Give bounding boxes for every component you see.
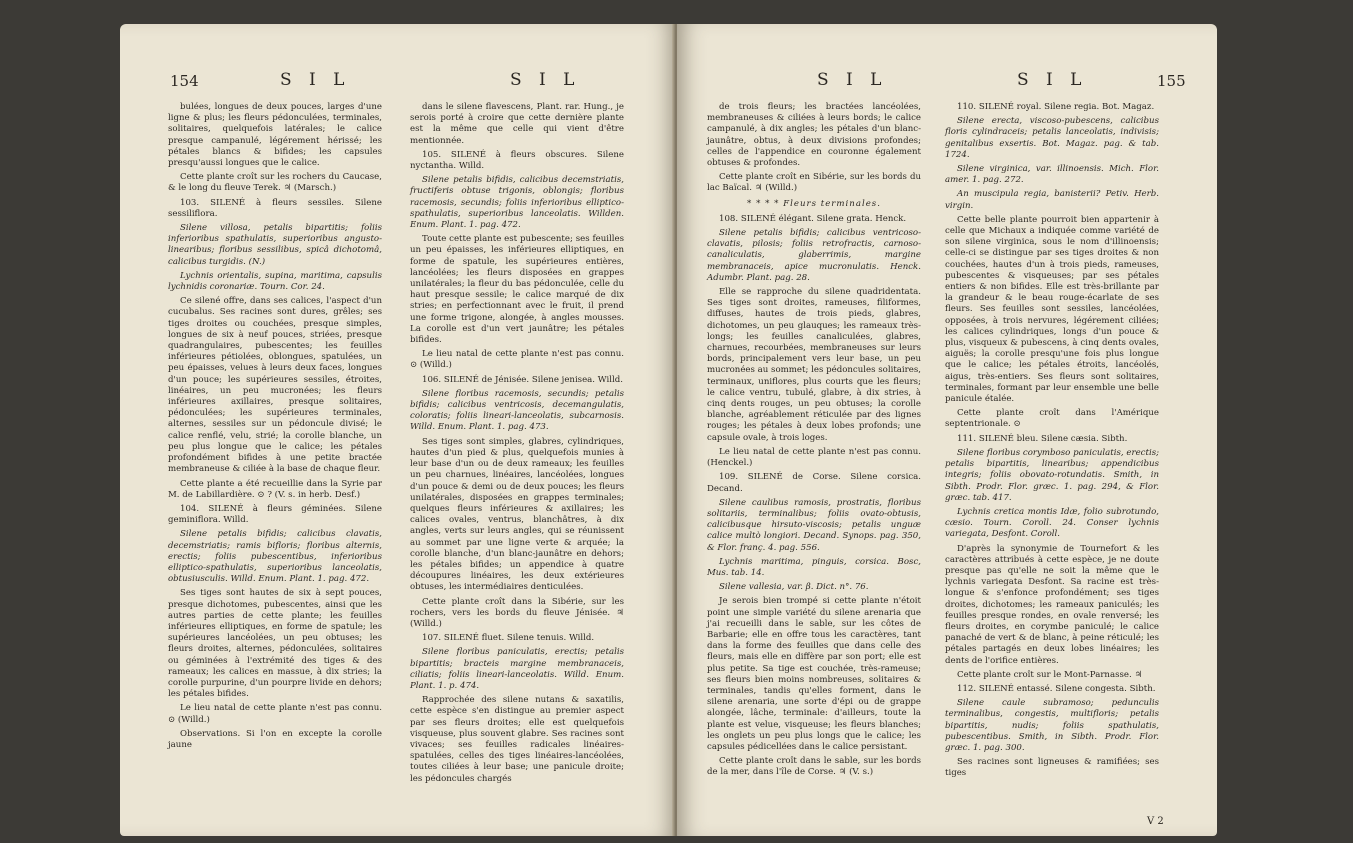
paragraph: Silene petalis bifidis; calicibus clavatis, decemstriatis; ramis bifloris; floribus alternis, erectis; foliis pubescentibus, inferioribus elliptico-spathulatis, superioribus lanceolatis, obtusiusculis. Willd. Enum. Plant. 1. pag. 472.: [168, 529, 382, 585]
paragraph: Lychnis orientalis, supina, maritima, capsulis lychnidis coronariæ. Tourn. Cor. 24.: [168, 270, 382, 293]
paragraph: Observations. Si l'on en excepte la corolle jaune: [168, 728, 382, 750]
right-page: [677, 24, 1217, 836]
paragraph: 105. SILENÉ à fleurs obscures. Silene nyctantha. Willd.: [410, 149, 624, 172]
signature-mark: V 2: [1147, 816, 1164, 827]
paragraph: Silene floribus racemosis, secundis; petalis bifidis; calicibus ventricosis, decemangulatis, coloratis; foliis lineari-lanceolatis, subcarnosis. Willd. Enum. Plant. 1. pag. 473.: [410, 388, 624, 433]
paragraph: de trois fleurs; les bractées lancéolées, membraneuses & ciliées à leurs bords; le calice campanulé, à dix angles; les pétales d'un blanc-jaunâtre, obtus, à deux divisions profondes; celles de l'appendice en couronne également obtuses & profondes.: [707, 102, 921, 169]
paragraph: Silene floribus corymboso paniculatis, erectis; petalis bipartitis, linearibus; appendicibus integris; foliis obovato-rotundatis. Smith, in Sibth. Prodr. Flor. græc. 1. pag. 294, & Flor. græc. tab. 417.: [945, 447, 1159, 503]
paragraph: Rapprochée des silene nutans & saxatilis, cette espèce s'en distingue au premier aspect par ses fleurs droites; elle est quelquefois visqueuse, plus souvent glabre. Ses racines sont vivaces; ses feuilles radicales linéaires-spatulées, celles des tiges linéaires-lancéolées, toutes ciliées à leur base; une panicule droite; les pédoncules chargés: [410, 695, 624, 784]
paragraph: dans le silene flavescens, Plant. rar. Hung., je serois porté à croire que cette dernière plante est la même que celle qui vient d'être mentionnée.: [410, 102, 624, 146]
paragraph: Silene floribus paniculatis, erectis; petalis bipartitis; bracteis margine membranaceis, ciliatis; foliis lineari-lanceolatis. Willd. Enum. Plant. 1. p. 474.: [410, 647, 624, 691]
paragraph: 110. SILENÉ royal. Silene regia. Bot. Magaz.: [957, 102, 1155, 112]
page-number-right: 155: [1157, 72, 1186, 90]
paragraph: Toute cette plante est pubescente; ses feuilles un peu épaisses, les inférieures elliptiques, en forme de spatule, les supérieures entières, lancéolées; les fleurs disposées en grappes unilatérales; la fleur du bas pédonculée, celle du haut presque sessile; le calice marqué de dix stries; en perfectionnant avec le fruit, il prend une forme trigone, alongée, à angles mousses. La corolle est d'un vert jaunâtre; les pétales bifides.: [410, 234, 624, 346]
paragraph: Silene erecta, viscoso-pubescens, calicibus floris cylindraceis; petalis lanceolatis, indivisis; genitalibus exsertis. Bot. Magaz. pag. & tab. 1724.: [945, 116, 1159, 160]
paragraph: Le lieu natal de cette plante n'est pas connu. ⊙ (Willd.): [410, 349, 624, 371]
left-column-2: [410, 102, 624, 788]
paragraph: Cette plante croît sur les rochers du Caucase, & le long du fleuve Terek. ♃ (Marsch.): [168, 172, 382, 194]
paragraph: Lychnis cretica montis Idæ, folio subrotundo, cæsio. Tourn. Coroll. 24. Conser lychnis variegata, Desfont. Coroll.: [945, 506, 1159, 540]
running-head-right: S I L: [817, 70, 888, 90]
paragraph: Silene caule subramoso; pedunculis terminalibus, congestis, multifloris; petalis bipartitis, nudis; foliis spathulatis, pubescentibus. Smith, in Sibth. Prodr. Flor. græc. 1. pag. 300.: [945, 698, 1159, 753]
paragraph: Silene vallesia, var. β. Dict. n°. 76.: [719, 582, 869, 593]
paragraph: 104. SILENÉ à fleurs géminées. Silene geminiflora. Willd.: [168, 503, 382, 526]
paragraph: D'après la synonymie de Tournefort & les caractères attribués à cette espèce, je ne doute presque pas qu'elle ne soit la même que le lychnis variegata Desfont. Sa racine est très-longue & s'enfonce profondément; ses tiges droites, dichotomes; les rameaux paniculés; les feuilles presque rondes, en ovale renversé; les fleurs droites, en corymbe paniculé; le calice panaché de vert & de blanc, à peine réticulé; les pétales partagés en deux lobes linéaires; les dents de l'orifice entières.: [945, 543, 1159, 666]
paragraph: Cette plante croît dans le sable, sur les bords de la mer, dans l'île de Corse. ♃ (V. s.): [707, 756, 921, 778]
paragraph: An muscipula regia, banisterii? Petiv. Herb. virgin.: [945, 189, 1159, 211]
paragraph: 109. SILENÉ de Corse. Silene corsica. Decand.: [707, 472, 921, 494]
paragraph: Elle se rapproche du silene quadridentata. Ses tiges sont droites, rameuses, filiformes, diffuses, hautes de trois pieds, glabres, dichotomes, un peu glauques; les rameaux très-longs; les feuilles canaliculées, glabres, charnues, recourbées, membraneuses sur leurs bords, principalement vers leur base, un peu mucronées au sommet; les pédoncules solitaires, terminaux, uniflores, plus courts que les fleurs; le calice ventru, tubulé, glabre, à dix stries, à cinq dents rouges, un peu obtuses; la corolle blanche, agréablement réticulée par des lignes rouges; les pétales à deux lobes profonds; une capsule ovale, à trois loges.: [707, 287, 921, 443]
paragraph: Silene villosa, petalis bipartitis; foliis inferioribus spathulatis, superioribus angusto-linearibus; floribus sessilibus, spicâ dichotomâ, calicibus turgidis. (N.): [168, 223, 382, 267]
page-number-left: 154: [170, 72, 199, 90]
running-head-right-col2: S I L: [1017, 70, 1088, 90]
paragraph: Le lieu natal de cette plante n'est pas connu. ⊙ (Willd.): [168, 703, 382, 725]
paragraph: Silene petalis bifidis, calicibus decemstriatis, fructiferis obtuse trigonis, oblongis; floribus racemosis, secundis; foliis inferioribus elliptico-spathulatis, superioribus lanceolatis. Willden. Enum. Plant. 1. pag. 472.: [410, 175, 624, 231]
right-column-2: [945, 102, 1159, 783]
paragraph: Cette plante croît dans la Sibérie, sur les rochers, vers les bords du fleuve Jénisée. ♃ (Willd.): [410, 596, 624, 629]
left-column-1: [168, 102, 382, 754]
paragraph: Lychnis maritima, pinguis, corsica. Bosc, Mus. tab. 14.: [707, 556, 921, 578]
paragraph: Silene caulibus ramosis, prostratis, floribus solitariis, terminalibus; foliis ovato-obtusis, calicibusque hirsuto-viscosis; petalis unguæ calice multò longiori. Decand. Synops. pag. 350, & Flor. franç. 4. pag. 556.: [707, 497, 921, 553]
paragraph: Silene virginica, var. illinoensis. Mich. Flor. amer. 1. pag. 272.: [945, 164, 1159, 186]
paragraph: Ses tiges sont simples, glabres, cylindriques, hautes d'un pied & plus, quelquefois munies à leur base d'un ou de deux rameaux; les feuilles un peu charnues, linéaires, lancéolées, longues d'un pouce & demi ou de deux pouces; les fleurs unilatérales, disposées en grappes terminales; quelques fleurs inférieures & axillaires; les calices ovales, ventrus, blanchâtres, à dix angles, verts sur leurs angles, qui se réunissent au sommet par une ligne verte & arquée; la corolle blanche, d'un blanc-jaunâtre en dehors; les pétales bifides; un appendice à quatre découpures linéaires, les deux extérieures obtuses, les intermédiaires denticulées.: [410, 436, 624, 593]
paragraph: Cette plante croît sur le Mont-Parnasse. ♃: [957, 669, 1143, 680]
paragraph: 106. SILENÉ de Jénisée. Silene jenisea. Willd.: [422, 374, 623, 385]
paragraph: Ce silené offre, dans ses calices, l'aspect d'un cucubalus. Ses racines sont dures, grêles; ses tiges droites ou couchées, presque simples, longues de six à neuf pouces, striées, presque quadrangulaires, pubescentes; les feuilles inférieures pétiolées, oblongues, spatulées, un peu épaisses, velues à leurs deux faces, longues d'un pouce; les supérieures sessiles, étroites, linéaires, un peu mucronées; les fleurs inférieures axillaires, presque solitaires, pédonculées; les supérieures terminales, alternes, sessiles sur un pédoncule divisé; le calice renflé, velu, strié; la corolle blanche, un peu plus longue que le calice; les pétales profondément bifides à une petite bractée membraneuse & ciliée à la base de chaque fleur.: [168, 296, 382, 475]
paragraph: Silene petalis bifidis; calicibus ventricoso-clavatis, pilosis; foliis retrofractis, carnoso-canaliculatis, glaberrimis, margine membranaceis, apice mucronulatis. Henck. Adumbr. Plant. pag. 28.: [707, 228, 921, 283]
paragraph: Ses racines sont ligneuses & ramifiées; ses tiges: [945, 757, 1159, 779]
paragraph: Cette plante croît en Sibérie, sur les bords du lac Baïcal. ♃ (Willd.): [707, 172, 921, 194]
paragraph: Cette plante croît dans l'Amérique septentrionale. ⊙: [945, 408, 1159, 430]
left-page: [120, 24, 676, 836]
paragraph: Le lieu natal de cette plante n'est pas connu. (Henckel.): [707, 446, 921, 469]
paragraph: Cette belle plante pourroit bien appartenir à celle que Michaux a indiquée comme variété de son silene virginica, sous le nom d'illinoensis; celle-ci se distingue par ses tiges droites & non couchées, hautes d'un à trois pieds, rameuses, pubescentes & visqueuses; par ses pétales entiers & non bifides. Elle est très-brillante par la grandeur & le beau rouge-écarlate de ses fleurs. Ses feuilles sont sessiles, lancéolées, opposées, à trois nervures, légérement ciliées; les calices cylindriques, longs d'un pouce & plus, visqueux & pubescens, à cinq dents ovales, aiguës; la corolle presqu'une fois plus longue que le calice; les pétales étroits, lancéolés, aigus, très-entiers. Ses fleurs sont solitaires, terminales, formant par leur ensemble une belle panicule étalée.: [945, 214, 1159, 405]
running-head-left: S I L: [280, 70, 351, 90]
paragraph: Cette plante a été recueillie dans la Syrie par M. de Labillardière. ⊙ ? (V. s. in herb. Desf.): [168, 478, 382, 500]
paragraph: * * * * Fleurs terminales.: [747, 198, 881, 209]
paragraph: 103. SILENÉ à fleurs sessiles. Silene sessiliflora.: [168, 197, 382, 219]
paragraph: Ses tiges sont hautes de six à sept pouces, presque dichotomes, pubescentes, ainsi que les autres parties de cette plante; les feuilles inférieures elliptiques, en forme de spatule; les supérieures lancéolées, un peu obtuses; les fleurs droites, alternes, pédonculées, solitaires ou géminées à l'extrémité des tiges & des rameaux; les calices en massue, à dix stries; la corolle purpurine, d'un pourpre livide en dehors; les pétales bifides.: [168, 588, 382, 700]
paragraph: 111. SILENÉ bleu. Silene cæsia. Sibth.: [957, 433, 1128, 444]
paragraph: 108. SILENÉ élégant. Silene grata. Henck.: [719, 213, 907, 224]
paragraph: Je serois bien trompé si cette plante n'étoit point une simple variété du silene arenaria que j'ai recueilli dans le sable, sur les côtes de Barbarie; elle en offre tous les caractères, tant dans la forme des feuilles que dans celle des fleurs, mais elle en diffère par son port; elle est plus petite. Sa tige est couchée, très-rameuse; ses fleurs bien moins nombreuses, solitaires & terminales, tandis qu'elles forment, dans le silene arenaria, une sorte d'épi ou de grappe alongée, lâche, terminale: d'ailleurs, toute la plante est velue, visqueuse; les fleurs blanches; les onglets un peu plus longs que le calice; les capsules pédicellées dans le calice persistant.: [707, 596, 921, 752]
paragraph: 112. SILENÉ entassé. Silene congesta. Sibth.: [957, 683, 1156, 694]
running-head-left-col2: S I L: [510, 70, 581, 90]
paragraph: bulées, longues de deux pouces, larges d'une ligne & plus; les fleurs pédonculées, terminales, solitaires, quelquefois latérales; le calice presque campanulé, légérement hérissé; les pétales blancs & bifides; les capsules presqu'aussi longues que le calice.: [168, 102, 382, 169]
paragraph: 107. SILENÉ fluet. Silene tenuis. Willd.: [422, 633, 595, 644]
right-column-1: [707, 102, 921, 782]
